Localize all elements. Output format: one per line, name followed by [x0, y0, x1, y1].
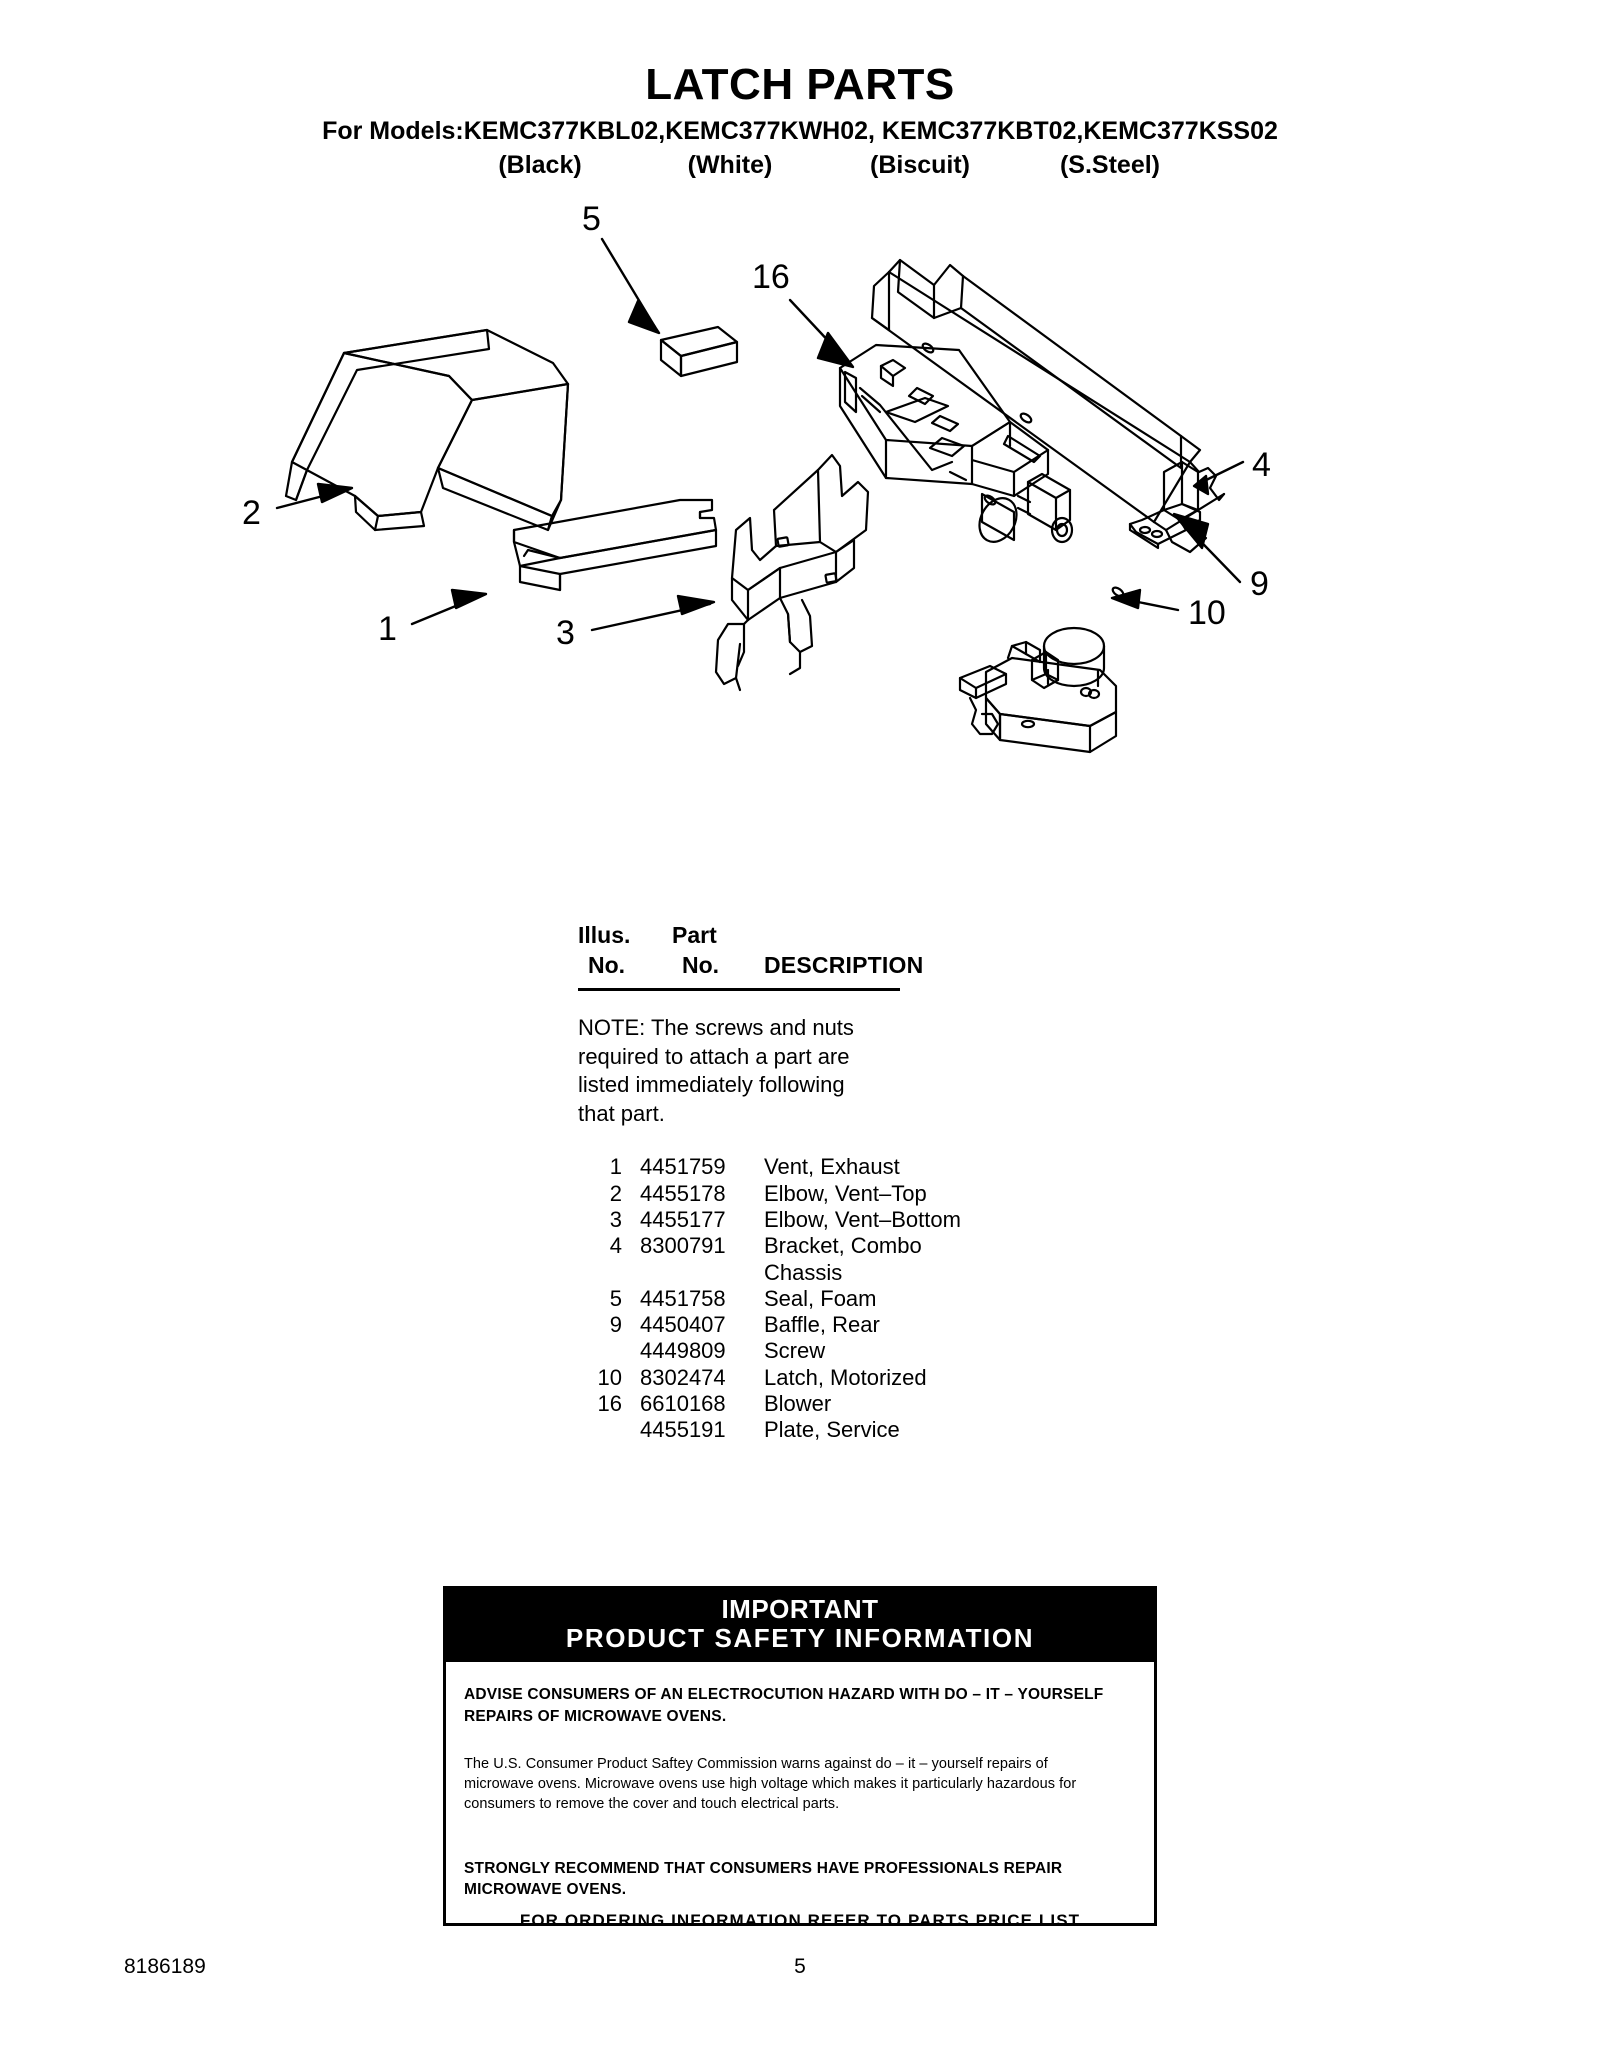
table-row	[578, 1391, 1008, 1417]
finish-label-biscuit: (Biscuit)	[870, 150, 970, 179]
table-row	[578, 1260, 1008, 1286]
cell-description: Baffle, Rear	[764, 1312, 880, 1338]
cell-illus-no: 2	[609, 1180, 622, 1206]
table-row	[578, 1312, 1008, 1338]
cell-description: Chassis	[764, 1259, 843, 1285]
cell-part-no: 4450407	[640, 1312, 726, 1338]
cell-part-no: 4455191	[640, 1417, 726, 1443]
parts-table-header	[578, 922, 1008, 990]
table-row	[578, 1154, 1008, 1180]
cell-part-no: 6610168	[640, 1391, 726, 1417]
cell-part-no: 4455177	[640, 1206, 726, 1232]
part-elbow-vent-bottom	[716, 455, 868, 690]
safety-advisory	[464, 1684, 1136, 1727]
parts-table-divider	[578, 988, 900, 991]
safety-recommendation-line1: STRONGLY RECOMMEND THAT CONSUMERS HAVE PROFESSIONALS REPAIR	[464, 1859, 1063, 1877]
cell-part-no: 8302474	[640, 1364, 726, 1390]
parts-table	[578, 922, 1008, 1444]
callout-4: 4	[1252, 446, 1271, 484]
part-bracket-combo-chassis	[1130, 462, 1200, 548]
part-latch-motorized	[960, 628, 1116, 752]
safety-paragraph-line3: consumers to remove the cover and touch electrical parts.	[464, 1795, 840, 1812]
header-illus-line1: Illus.	[578, 922, 631, 948]
cell-illus-no: 5	[609, 1285, 622, 1311]
cell-part-no: 4451759	[640, 1154, 726, 1180]
cell-part-no: 4451758	[640, 1285, 726, 1311]
header-description: DESCRIPTION	[764, 952, 924, 978]
note-line-4: that part.	[578, 1100, 665, 1126]
safety-banner-line2: PRODUCT SAFETY INFORMATION	[565, 1623, 1035, 1654]
finish-label-ssteel: (S.Steel)	[1059, 150, 1161, 179]
finish-label-black: (Black)	[498, 150, 582, 179]
page-number: 5	[794, 1955, 806, 1978]
part-blower	[840, 345, 1072, 548]
exploded-parts-illustration	[0, 200, 1600, 860]
parts-table-body	[578, 1154, 1008, 1443]
cell-description: Seal, Foam	[764, 1285, 877, 1311]
callout-5: 5	[582, 200, 601, 238]
cell-illus-no: 4	[609, 1233, 622, 1259]
finish-labels	[0, 151, 1600, 181]
cell-description: Bracket, Combo	[764, 1233, 922, 1259]
table-row	[578, 1417, 1008, 1443]
cell-illus-no: 16	[597, 1391, 622, 1417]
safety-banner-line1: IMPORTANT	[721, 1594, 879, 1624]
cell-part-no: 4449809	[640, 1338, 726, 1364]
safety-advisory-line1: ADVISE CONSUMERS OF AN ELECTROCUTION HAZARD WITH DO – IT – YOURSELF	[464, 1686, 1104, 1704]
safety-recommendation-line2: MICROWAVE OVENS.	[464, 1881, 627, 1899]
header-illus-line2: No.	[588, 952, 626, 978]
table-row	[578, 1338, 1008, 1364]
table-row	[578, 1207, 1008, 1233]
cell-illus-no: 1	[609, 1154, 622, 1180]
safety-paragraph	[464, 1754, 1136, 1814]
leader-lines	[277, 239, 1243, 630]
table-row	[578, 1181, 1008, 1207]
part-baffle-rear	[872, 260, 1224, 598]
parts-table-note	[578, 1014, 1008, 1128]
cell-illus-no: 3	[609, 1206, 622, 1232]
note-line-2: required to attach a part are	[578, 1043, 850, 1069]
safety-body	[446, 1662, 1154, 1923]
page-title: LATCH PARTS	[645, 60, 955, 109]
callout-10: 10	[1188, 594, 1226, 632]
ordering-information: FOR ORDERING INFORMATION REFER TO PARTS PRICE LIST	[519, 1911, 1081, 1930]
cell-description: Screw	[764, 1338, 826, 1364]
safety-advisory-line2: REPAIRS OF MICROWAVE OVENS.	[464, 1707, 727, 1725]
callout-16: 16	[752, 258, 790, 296]
safety-recommendation	[464, 1858, 1136, 1901]
table-row	[578, 1286, 1008, 1312]
table-row	[578, 1365, 1008, 1391]
callout-2: 2	[242, 494, 261, 532]
cell-description: Vent, Exhaust	[764, 1154, 900, 1180]
cell-description: Elbow, Vent–Top	[764, 1180, 927, 1206]
page-header	[0, 62, 1600, 181]
safety-banner	[446, 1589, 1154, 1662]
safety-paragraph-line2: microwave ovens. Microwave ovens use high voltage which makes it particularly hazardous for	[464, 1775, 1077, 1792]
callout-1: 1	[378, 610, 397, 648]
cell-illus-no: 9	[609, 1312, 622, 1338]
cell-part-no: 8300791	[640, 1233, 726, 1259]
cell-description: Blower	[764, 1391, 832, 1417]
product-safety-box	[443, 1586, 1157, 1926]
callout-9: 9	[1250, 565, 1269, 603]
part-seal-foam	[661, 327, 737, 376]
cell-description: Latch, Motorized	[764, 1364, 927, 1390]
table-row	[578, 1233, 1008, 1259]
cell-description: Elbow, Vent–Bottom	[764, 1206, 961, 1232]
cell-part-no: 4455178	[640, 1180, 726, 1206]
note-line-3: listed immediately following	[578, 1072, 845, 1098]
models-line: For Models:KEMC377KBL02,KEMC377KWH02, KEMC377KBT02,KEMC377KSS02	[322, 117, 1278, 146]
cell-description: Plate, Service	[764, 1417, 900, 1443]
safety-paragraph-line1: The U.S. Consumer Product Saftey Commission warns against do – it – yourself repairs of	[464, 1755, 1048, 1772]
cell-illus-no: 10	[597, 1364, 622, 1390]
document-number: 8186189	[124, 1955, 206, 1978]
header-part-line1: Part	[672, 922, 717, 948]
note-line-1: NOTE: The screws and nuts	[578, 1015, 854, 1040]
callout-3: 3	[556, 614, 575, 652]
header-part-line2: No.	[682, 952, 720, 978]
finish-label-white: (White)	[687, 150, 773, 179]
